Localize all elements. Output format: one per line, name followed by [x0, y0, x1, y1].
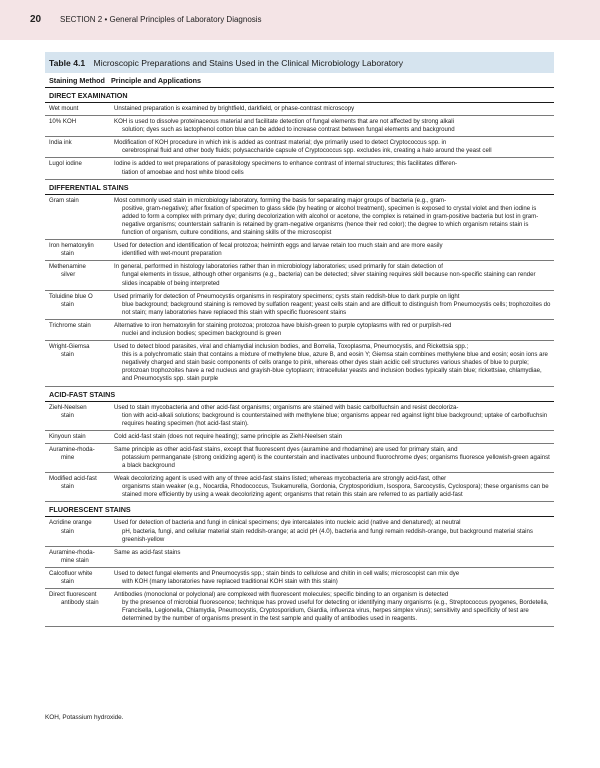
- principle-first-line: Used for detection of bacteria and fungi in clinical specimens; dye intercalates into nucleic acid (native and denatured); at neutral: [114, 519, 461, 527]
- principle-first-line: Same principle as other acid-fast stains, except that fluorescent dyes (auramine and rhodamine) are used for primary stain, and: [114, 445, 458, 453]
- principle-continuation: solution; dyes such as lactophenol cotton blue can be added to increase contrast between fungal elements and background: [122, 126, 455, 134]
- table-row: [45, 444, 554, 473]
- method-name-line: stain: [61, 578, 74, 586]
- table-row: [45, 291, 554, 320]
- table-row: [45, 402, 554, 431]
- method-name-line: silver: [61, 271, 76, 279]
- method-name-line: Ziehl-Neelsen: [49, 403, 87, 411]
- table-row: [45, 195, 554, 240]
- table-row: [45, 547, 554, 568]
- method-name-line: Auramine-rhoda-: [49, 548, 95, 556]
- method-name-line: Direct fluorescent: [49, 591, 97, 599]
- method-name-line: stain: [61, 300, 74, 308]
- method-name-line: Kinyoun stain: [49, 432, 86, 440]
- table-body: [45, 88, 554, 627]
- principle-continuation: potassium permanganate (strong oxidizing agent) is the counterstain and inactivates unbound fluorochrome dyes; organisms fluoresce yellowish-green against a black background: [122, 454, 550, 470]
- principle-cell: [114, 433, 554, 441]
- principle-cell: [114, 118, 554, 134]
- staining-method-cell: [45, 433, 114, 441]
- principle-first-line: Cold acid-fast stain (does not require heating); same principle as Ziehl-Neelsen stain: [114, 432, 342, 440]
- principle-first-line: Alternative to iron hematoxylin for staining protozoa; protozoa have bluish-green to purple cytoplasms with red or purplish-red: [114, 321, 452, 329]
- principle-cell: [114, 105, 554, 113]
- principle-continuation: with KOH (many laboratories have replaced traditional KOH stain with this stain): [122, 578, 338, 586]
- principle-cell: [114, 322, 554, 338]
- method-name-line: stain: [61, 483, 74, 491]
- staining-method-cell: [45, 343, 114, 383]
- table-row: [45, 116, 554, 137]
- column-header-method: Staining Method: [49, 76, 105, 85]
- principle-first-line: Used to detect fungal elements and Pneumocystis spp.; stain binds to cellulose and chitin in cell walls; microscopist can mix dye: [114, 569, 460, 577]
- staining-method-cell: [45, 197, 114, 237]
- principle-cell: [114, 139, 554, 155]
- page-header-band: [0, 0, 600, 40]
- principle-cell: [114, 242, 554, 258]
- staining-method-cell: [45, 519, 114, 543]
- staining-method-cell: [45, 105, 114, 113]
- principle-cell: [114, 549, 554, 565]
- stains-table: [45, 52, 554, 627]
- principle-continuation: positive, gram-negative); after fixation of specimen to glass slide (by heating or alcohol treatment), specimen is exposed to crystal violet and then iodine is added to form a complex with primary dye; during decolorization with alcohol or acetone, the complex is retained in gram-positive bacteria but lost in gram-negative organisms; counterstain safranin is retained by gram-negative organisms (hence their red color); the degree to which organism retains stain is function of organism, culture conditions, and staining skills of the microscopist: [122, 204, 539, 237]
- principle-cell: [114, 343, 554, 383]
- principle-cell: [114, 404, 554, 428]
- staining-method-cell: [45, 118, 114, 134]
- principle-first-line: Used to detect blood parasites, viral and chlamydial inclusion bodies, and Borrelia, Toxoplasma, Pneumocystis, and Rickettsia spp.;: [114, 343, 469, 351]
- running-head: SECTION 2 • General Principles of Laboratory Diagnosis: [60, 15, 262, 24]
- method-name-line: India ink: [49, 139, 72, 147]
- principle-first-line: Most commonly used stain in microbiology laboratory, forming the basis for separating major groups of bacteria (e.g., gram-: [114, 196, 447, 204]
- principle-continuation: fungal elements in tissue, although other organisms (e.g., bacteria) can be detected; silver staining requires skill because non-specific staining can render slides incapable of being interpreted: [122, 271, 536, 287]
- principle-continuation: cerebrospinal fluid and other body fluids; polysaccharide capsule of Cryptococcus spp. excludes ink, creating a halo around the yeast cell: [122, 147, 492, 155]
- table-row: [45, 320, 554, 341]
- principle-first-line: Weak decolorizing agent is used with any of three acid-fast stains listed; whereas mycobacteria are strongly acid-fast, other: [114, 475, 447, 483]
- staining-method-cell: [45, 570, 114, 586]
- principle-continuation: nuclei and inclusion bodies; specimen background is green: [122, 329, 282, 337]
- method-name-line: Trichrome stain: [49, 321, 91, 329]
- table-row: [45, 589, 554, 626]
- method-name-line: stain: [61, 527, 74, 535]
- principle-cell: [114, 475, 554, 499]
- table-row: [45, 568, 554, 589]
- principle-first-line: In general, performed in histology laboratories rather than in microbiology laboratories; used primarily for stain detection of: [114, 263, 443, 271]
- principle-continuation: blue background; background staining is removed by sulfation reagent; yeast cells stain and are difficult to distinguish from Pneumocystis cells; trophozoites do not stain; many laboratories have replaced this stain with specific fluorescent stains: [122, 300, 551, 316]
- method-name-line: Iron hematoxylin: [49, 242, 94, 250]
- method-name-line: Toluidine blue O: [49, 292, 93, 300]
- staining-method-cell: [45, 404, 114, 428]
- table-row: [45, 431, 554, 444]
- staining-method-cell: [45, 322, 114, 338]
- method-name-line: Gram stain: [49, 196, 79, 204]
- principle-first-line: Same as acid-fast stains: [114, 548, 181, 556]
- staining-method-cell: [45, 591, 114, 623]
- staining-method-cell: [45, 139, 114, 155]
- principle-first-line: Used for detection and identification of fecal protozoa; helminth eggs and larvae retain too much stain and are more easily: [114, 242, 443, 250]
- principle-first-line: Unstained preparation is examined by brightfield, darkfield, or phase-contrast microscopy: [114, 105, 355, 112]
- principle-cell: [114, 293, 554, 317]
- principle-first-line: Used primarily for detection of Pneumocystis organisms in respiratory specimens; cysts stain reddish-blue to dark purple on light: [114, 292, 460, 300]
- staining-method-cell: [45, 263, 114, 287]
- table-title: Microscopic Preparations and Stains Used in the Clinical Microbiology Laboratory: [93, 58, 404, 68]
- method-name-line: stain: [61, 411, 74, 419]
- section-heading: FLUORESCENT STAINS: [45, 502, 554, 517]
- table-row: [45, 261, 554, 290]
- principle-continuation: tiation of amoebae and host white blood cells: [122, 168, 244, 176]
- principle-first-line: Modification of KOH procedure in which ink is added as contrast material; dye primarily used to detect Cryptococcus spp. in: [114, 139, 447, 147]
- principle-first-line: Iodine is added to wet preparations of parasitology specimens to enhance contrast of internal structures; this facilitates differen-: [114, 160, 458, 168]
- method-name-line: Methenamine: [49, 263, 86, 271]
- method-name-line: 10% KOH: [49, 118, 77, 126]
- method-name-line: stain: [61, 351, 74, 359]
- table-caption: [45, 52, 554, 73]
- page-number: 20: [30, 14, 42, 25]
- table-column-headers: [45, 73, 554, 88]
- method-name-line: mine stain: [61, 556, 89, 564]
- principle-continuation: this is a polychromatic stain that contains a mixture of methylene blue, azure B, and eosin Y; Giemsa stain combines methylene blue and eosin; eosin ions are negatively charged and stain basic components of cells orange to pink, whereas other dyes stain acidic cell structures various shades of blue to purple; protozoan trophozoites have a red nucleus and grayish-blue cytoplasm; intracellular yeasts and inclusion bodies typically stain blue; rickettsiae, chlamydiae, and Pneumocystis spp. stain purple: [122, 351, 548, 383]
- section-heading: ACID-FAST STAINS: [45, 387, 554, 402]
- staining-method-cell: [45, 160, 114, 176]
- principle-cell: [114, 446, 554, 470]
- principle-first-line: Antibodies (monoclonal or polyclonal) are complexed with fluorescent molecules; specific binding to an organism is detected: [114, 591, 449, 599]
- principle-cell: [114, 197, 554, 237]
- method-name-line: Calcofluor white: [49, 569, 93, 577]
- principle-cell: [114, 160, 554, 176]
- method-name-line: Auramine-rhoda-: [49, 445, 95, 453]
- principle-continuation: tion with acid-alkali solutions; background is counterstained with methylene blue; organisms appear red against light blue background; uptake of carbolfuchsin requires heating specimen (hot acid-fast stain).: [122, 411, 548, 427]
- method-name-line: Wright-Giemsa: [49, 343, 90, 351]
- principle-continuation: identified with wet-mount preparation: [122, 250, 222, 258]
- column-header-principle: Principle and Applications: [111, 76, 201, 85]
- principle-first-line: Used to stain mycobacteria and other acid-fast organisms; organisms are stained with basic carbolfuchsin and resist decoloriza-: [114, 403, 459, 411]
- staining-method-cell: [45, 475, 114, 499]
- principle-continuation: pH, bacteria, fungi, and cellular material stain reddish-orange; at acid pH (4.0), bacteria and fungi remain reddish-orange, but background material stains greenish-yellow: [122, 527, 533, 543]
- method-name-line: Modified acid-fast: [49, 475, 97, 483]
- table-row: [45, 158, 554, 179]
- principle-cell: [114, 519, 554, 543]
- table-row: [45, 341, 554, 386]
- staining-method-cell: [45, 549, 114, 565]
- table-row: [45, 240, 554, 261]
- section-heading: DIFFERENTIAL STAINS: [45, 180, 554, 195]
- principle-first-line: KOH is used to dissolve proteinaceous material and facilitate detection of fungal elements that are not affected by strong alkali: [114, 118, 454, 126]
- table-number: Table 4.1: [49, 58, 86, 68]
- staining-method-cell: [45, 242, 114, 258]
- principle-continuation: by the presence of microbial fluorescence; technique has proved useful for detecting or identifying many organisms (e.g., Streptococcus pyogenes, Bordetella, Francisella, Legionella, Chlamydia, Pneumocystis, Cryptosporidium, Giardia, influenza virus, herpes simplex virus); sensitivity and specificity of test are determined by the number of organisms present in the test sample and quality of antibodies used in reagents.: [122, 599, 549, 623]
- principle-cell: [114, 591, 554, 623]
- table-row: [45, 103, 554, 116]
- method-name-line: Lugol iodine: [49, 160, 82, 168]
- section-heading: DIRECT EXAMINATION: [45, 88, 554, 103]
- table-row: [45, 517, 554, 546]
- method-name-line: Wet mount: [49, 105, 79, 112]
- staining-method-cell: [45, 446, 114, 470]
- principle-cell: [114, 570, 554, 586]
- principle-continuation: organisms stain weaker (e.g., Nocardia, Rhodococcus, Tsukamurella, Gordonia, Cryptosporidium, Isospora, Sarcocystis, Cyclospora); these organisms can be stained more efficiently by using a weak decolorizing agent; organisms that retain this stain are referred to as partially acid-fast: [122, 483, 549, 499]
- table-row: [45, 137, 554, 158]
- principle-cell: [114, 263, 554, 287]
- method-name-line: antibody stain: [61, 599, 99, 607]
- table-footnote: KOH, Potassium hydroxide.: [45, 714, 124, 721]
- method-name-line: stain: [61, 250, 74, 258]
- table-row: [45, 473, 554, 502]
- method-name-line: Acridine orange: [49, 519, 92, 527]
- staining-method-cell: [45, 293, 114, 317]
- method-name-line: mine: [61, 454, 75, 461]
